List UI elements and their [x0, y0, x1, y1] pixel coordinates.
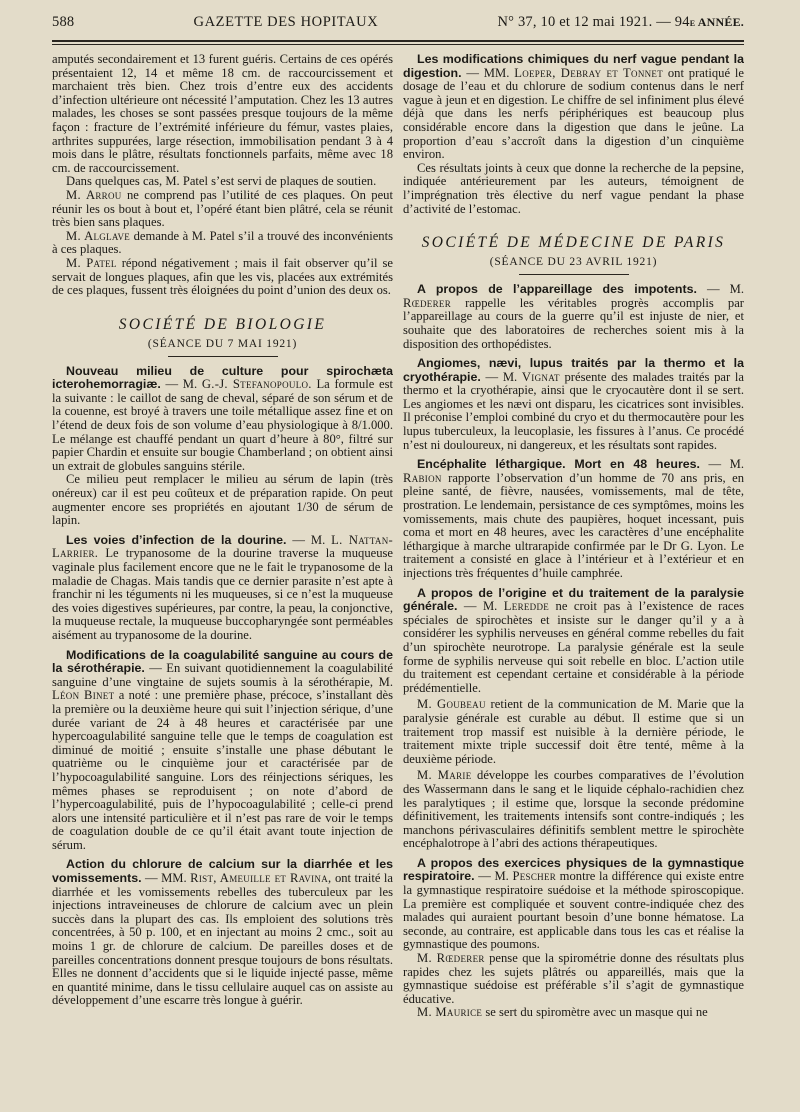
- article-author: G.-J. Stefanopoulo.: [201, 377, 312, 392]
- section-heading-medecine: SOCIÉTÉ DE MÉDECINE DE PARIS: [421, 234, 726, 252]
- article: Encéphalite léthargique. Mort en 48 heures. — M. Rabion rapporte l’observation d’un homme de 70 ans pris, en pleine santé, de fièvre, nausées, vomissements, mal de tête, prostration. Le lendemain, persistance de ces symptômes, moins les vomissements, mais chute des paupières, hoquet incessant, puis coma et mort en 48 heures, avec les caractères d’une encéphalite léthargique à marche ultrarapide confirmée par le Dr G. Lyon. Le traitement a consisté en glace à l’intérieur et à l’extérieur et en injections très fréquentes d’huile camphrée.: [403, 457, 744, 580]
- paragraph: M. Alglave demande à M. Patel s’il a trouvé des inconvénients à ces plaques.: [52, 228, 393, 257]
- article-author: Loeper, Debray et Tonnet: [514, 65, 664, 80]
- issue-line: N° 37, 10 et 12 mai 1921. — 94e ANNÉE.: [497, 14, 744, 30]
- article: Nouveau milieu de culture pour spirochæta icterohemorragiæ. — M. G.-J. Stefanopoulo. La formule est la suivante : le caillot de sang de cheval, séparé de son sérum et de la couenne, est broyé à travers une toile métallique assez fine et on l’étend de deux fois de son volume d’eau physiologique à 8/1.000. Le mélange est chauffé pendant un quart d’heure à 80°, filtré sur papier Chardin et ensuite sur bougie Chamberland ; on obtient ainsi un extrait de globules sanguins stérile.: [52, 363, 393, 473]
- section-rule: [519, 274, 629, 275]
- article-title: A propos des exercices physiques de la gymnastique respiratoire.: [403, 855, 744, 884]
- article: Action du chlorure de calcium sur la diarrhée et les vomissements. — MM. Rist, Ameuille et Ravina, ont traité la diarrhée et les vomissements rebelles des tuberculeux par les injections intraveineuses de chlorure de calcium avec un plein succès dans la plupart des cas. Ils emploient des solutions très concentrées, à 50 p. 100, et en injectant au moins 2 cmc., soit au moins 1 gr. de chlorure de calcium. De pareilles doses et de pareilles concentrations donnent presque toujours de bons résultats. Elles ne donnent d’accidents que si le liquide injecté passe, même en quantité minime, dans le tissu cellulaire auquel cas on assiste au développement d’une escarre très longue à guérir.: [52, 857, 393, 1008]
- article: Les voies d’infection de la dourine. — M. L. Nattan-Larrier. Le trypanosome de la dourine traverse la muqueuse vaginale plus facilement encore que ne le fait le trypanosome de la maladie de Chagas. Mais tandis que ce dernier parasite n’est apte à franchir ni les téguments ni les muqueuses, si ce n’est la muqueuse des voies digestives supérieures, par contre, la peau, la conjonctive, la muqueuse rectale, la muqueuse buccopharyngée sont perméables aisément au trypanosome de la dourine.: [52, 532, 393, 642]
- header-rule-thin: [52, 44, 744, 45]
- article: A propos de l’origine et du traitement de la paralysie générale. — M. Leredde ne croit pas à l’existence de races spéciales de spirochètes et insiste sur le danger qu’il y a à considérer les syphilis nerveuses en général comme rebelles du fait d’un spirochète neurotrope. La paralysie générale est la seule forme de syphilis nerveuse qui soit rebelle en bloc. L’action utile du traitement est cependant certaine et considérable à la période prédémentielle.: [403, 585, 744, 695]
- article: Les modifications chimiques du nerf vague pendant la digestion. — MM. Loeper, Debray et Tonnet ont pratiqué le dosage de l’eau et du chlorure de sodium contenus dans le nerf vague à jeun et en digestion. Le chiffre de sel infiniment plus élevé déjà que dans les nerfs périphériques est beaucoup plus considérable encore dans la digestion que dans le jeûne. La proportion d’eau s’accroît dans la digestion d’un cinquième environ.: [403, 53, 744, 162]
- section-rule: [168, 356, 278, 357]
- paragraph: M. Goubeau retient de la communication de M. Marie que la paralysie générale est curable au début. Il estime que si un traitement trop massif est nuisible à la dernière période, le traitement mixte triple successif doit être tenté, même à la deuxième période.: [403, 697, 744, 766]
- article-title: Encéphalite léthargique. Mort en 48 heures.: [417, 457, 701, 472]
- article-title: A propos de l’origine et du traitement de la paralysie générale.: [403, 585, 744, 614]
- article: Angiomes, nævi, lupus traités par la thermo et la cryothérapie. — M. Vignat présente des malades traités par la thermo et la cryothérapie, ainsi que le cryocautère dont il se sert. Les angiomes et les nævi ont disparu, les cicatrices sont invisibles. Il préconise l’emploi combiné du cryo et du thermocautère pour les lupus tuberculeux, la leucoplasie, les fissures à l’anus. Ce procédé n’est ni douloureux, ni dangereux, et les résultats sont rapides.: [403, 356, 744, 452]
- paragraph: amputés secondairement et 13 furent guéris. Certains de ces opérés présentaient 12, 14 et même 18 cm. de raccourcissement et marchaient très bien. Chez trois d’entre eux des accidents d’infection ultérieure ont nécessité l’amputation. Chez les 13 autres malades, les choses se sont passées presque toujours de la même façon : fracture de l’extrémité inférieure du fémur, vastes plaies, arthrites suppurées, large résection, immobilisation pendant 3 à 4 mois dans le plâtre, résultats fonctionnels parfaits, même avec 18 cm. de raccourcissement.: [52, 53, 393, 175]
- article-title: Les voies d’infection de la dourine.: [66, 532, 287, 547]
- article-author: Pescher: [512, 869, 557, 884]
- paragraph: M. Patel répond négativement ; mais il fait observer qu’il se servait de longues plaques, afin que les vis, placées aux extrémités de ces plaques, fussent très éloignées du point d’union des deux os.: [52, 255, 393, 298]
- text-columns: [52, 53, 744, 1108]
- article-author: Rist, Ameuille et Ravina,: [190, 871, 332, 886]
- article-author: L. Nattan-Larrier.: [52, 532, 393, 561]
- article-title: Modifications de la coagulabilité sanguine au cours de la sérothérapie.: [52, 647, 393, 676]
- article-title: Nouveau milieu de culture pour spirochæta icterohemorragiæ.: [52, 363, 393, 392]
- article-title: Angiomes, nævi, lupus traités par la thermo et la cryothérapie.: [403, 356, 744, 384]
- article-title: Action du chlorure de calcium sur la diarrhée et les vomissements.: [52, 857, 393, 886]
- paragraph: M. Marie développe les courbes comparatives de l’évolution des Wassermann dans le sang et le liquide céphalo-rachidien chez les paralytiques ; il estime que, lorsque la seconde prédomine définitivement, les traitements intensifs sont contre-indiqués ; les manchons périvasculaires définitifs semblent mettre le spirochète encéphalotrope à l’abri des actions thérapeutiques.: [403, 768, 744, 851]
- left-column: [52, 53, 393, 1108]
- seance-date: (SÉANCE DU 7 MAI 1921): [147, 337, 298, 350]
- paragraph: Dans quelques cas, M. Patel s’est servi de plaques de soutien.: [66, 174, 377, 189]
- header-rule: [52, 40, 744, 42]
- seance-date: (SÉANCE DU 23 AVRIL 1921): [489, 256, 658, 269]
- article-author: Leredde: [503, 599, 550, 614]
- article-author: Léon Binet: [52, 688, 115, 703]
- article-author: Rœderer: [403, 295, 452, 310]
- paragraph: Ces résultats joints à ceux que donne la recherche de la pepsine, indiquée antérieurement par les auteurs, témoignent de l’imprégnation très élective du nerf vague pendant la phase d’activité de l’estomac.: [403, 160, 744, 216]
- article: A propos des exercices physiques de la gymnastique respiratoire. — M. Pescher montre la différence qui existe entre la gymnastique respiratoire suédoise et la méthode spiroscopique. La première est compliquée et souvent contre-indiquée chez des malades qui auraient pourtant besoin d’une bonne hématose. La seconde, au contraire, est applicable dans tous les cas et réalise la gymnastique des poumons.: [403, 855, 744, 952]
- article: Modifications de la coagulabilité sanguine au cours de la sérothérapie. — En suivant quotidiennement la coagulabilité sanguine d’une vingtaine de sujets soumis à la sérothérapie, M. Léon Binet a noté : une première phase, précoce, s’installant dès la première ou la deuxième heure qui suit l’injection sérique, d’une durée variant de 24 à 48 heures et caractérisée par une hypercoagulabilité sanguine telle que le temps de coagulation est diminué de moitié ; ensuite s’installe une phase débutant le quatrième ou le cinquième jour et caractérisée par de l’hypocoagulabilité sanguine. Lors des réinjections sériques, les mêmes phases se reproduisent ; on note d’abord de l’hypercoagulabilité, puis de l’hypocoagulabilité ; celle-ci prend alors une intensité particulière et il n’est pas rare de voir le temps de coagulation double de ce qu’il était avant toute injection de sérum.: [52, 647, 393, 852]
- journal-title: GAZETTE DES HOPITAUX: [193, 14, 379, 30]
- article-author: Rabion: [403, 470, 442, 485]
- running-head: [52, 14, 744, 34]
- paragraph: M. Arrou ne comprend pas l’utilité de ces plaques. On peut réunir les os bout à bout et, l’opéré étant bien plâtré, cela se réunit très bien sans plaques.: [52, 187, 393, 230]
- paragraph: M. Maurice se sert du spiromètre avec un masque qui ne: [417, 1005, 708, 1020]
- article-author: Vignat: [521, 369, 560, 384]
- paragraph: Ce milieu peut remplacer le milieu au sérum de lapin (très onéreux) car il est peu coûteux et de préparation rapide. On peut augmenter encore ses propriétés en ajoutant 1/30 de sérum de lapin.: [52, 472, 393, 528]
- right-column: [403, 53, 744, 1108]
- paragraph: M. Rœderer pense que la spirométrie donne des résultats plus rapides chez les sujets plâtrés ou appareillés, mais que la gymnastique suédoise est préférable s’il s’agit de gymnastique éducative.: [403, 951, 744, 1006]
- page-number: 588: [52, 14, 75, 30]
- article-title: A propos de l’appareillage des impotents.: [417, 282, 697, 297]
- section-heading-biologie: SOCIÉTÉ DE BIOLOGIE: [118, 315, 327, 333]
- article-title: Les modifications chimiques du nerf vague pendant la digestion.: [403, 53, 744, 80]
- article: A propos de l’appareillage des impotents. — M. Rœderer rappelle les véritables progrès accomplis par l’appareillage au cours de la guerre qu’il est injuste de nier, et souhaite que des laboratoires de recherches soient mis à la disposition des orthopédistes.: [403, 282, 744, 351]
